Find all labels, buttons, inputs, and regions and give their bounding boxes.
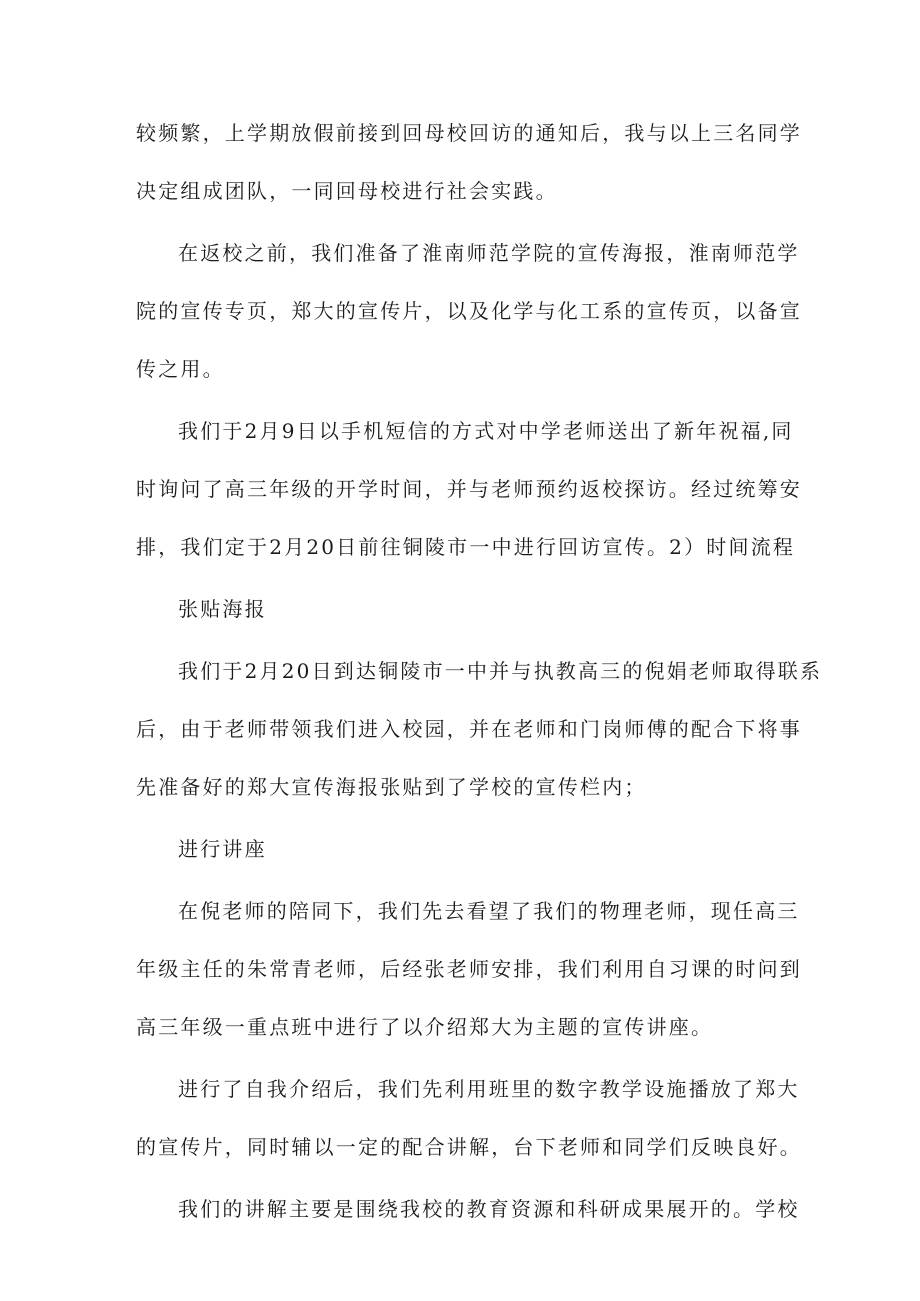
paragraph-1 — [136, 118, 802, 206]
paragraph-3 — [136, 416, 802, 562]
paragraph-line: 我们的讲解主要是围绕我校的教育资源和科研成果展开的。学校 — [178, 1197, 800, 1221]
paragraph-line: 年级主任的朱常青老师，后经张老师安排，我们利用自习课的时问到 — [136, 957, 802, 981]
paragraph-line: 院的宣传专页，郑大的宣传片，以及化学与化工系的宣传页，以备宣 — [136, 299, 802, 323]
paragraph-5 — [136, 896, 802, 1042]
section-heading-2 — [136, 834, 796, 864]
section-heading: 进行讲座 — [178, 837, 267, 861]
section-heading: 张贴海报 — [178, 597, 267, 621]
paragraph-line: 的宣传片，同时辅以一定的配合讲解，台下老师和同学们反映良好。 — [136, 1135, 802, 1159]
paragraph-line: 高三年级一重点班中进行了以介绍郑大为主题的宣传讲座。 — [136, 1015, 714, 1039]
paragraph-4 — [136, 656, 823, 802]
paragraph-line: 时询问了高三年级的开学时间，并与老师预约返校探访。经过统筹安 — [136, 477, 802, 501]
paragraph-line: 较频繁，上学期放假前接到回母校回访的通知后，我与以上三名同学 — [136, 121, 802, 145]
paragraph-line: 后，由于老师带领我们进入校园，并在老师和门岗师傅的配合下将事 — [136, 717, 802, 741]
paragraph-line: 进行了自我介绍后，我们先利用班里的数字教学设施播放了郑大 — [178, 1077, 800, 1101]
paragraph-line: 在倪老师的陪同下，我们先去看望了我们的物理老师，现任高三 — [178, 899, 800, 923]
paragraph-line: 决定组成团队，一同回母校进行社会实践。 — [136, 179, 558, 203]
paragraph-line: 我们于2月9日以手机短信的方式对中学老师送出了新年祝福,同 — [178, 419, 794, 443]
paragraph-line: 传之用。 — [136, 357, 225, 381]
paragraph-7 — [136, 1194, 800, 1224]
section-heading-1 — [136, 594, 796, 624]
paragraph-2 — [136, 238, 802, 384]
paragraph-line: 在返校之前，我们准备了淮南师范学院的宣传海报，淮南师范学 — [178, 241, 800, 265]
paragraph-line: 我们于2月20日到达铜陵市一中并与执教高三的倪娟老师取得联系 — [178, 659, 823, 683]
document-body — [136, 118, 823, 1224]
paragraph-6 — [136, 1074, 802, 1162]
paragraph-line: 排，我们定于2月20日前往铜陵市一中进行回访宣传。2）时间流程 — [136, 535, 796, 559]
paragraph-line: 先准备好的郑大宣传海报张贴到了学校的宣传栏内； — [136, 775, 647, 799]
